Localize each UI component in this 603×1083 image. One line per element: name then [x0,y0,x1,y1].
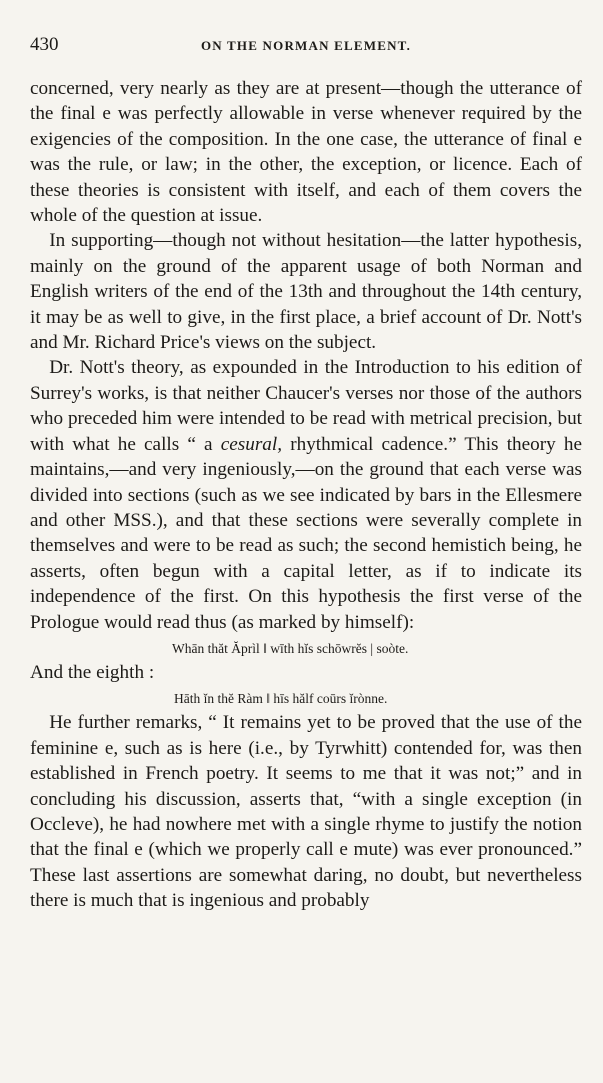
eighth-label: And the eighth : [30,661,155,683]
page-body [30,76,582,914]
paragraph-3-text-b: rhythmical cadence.” This theory he maintains,—and very ingeniously,—on the ground that each verse was divided into sections (such as we see indicated by bars in the Ellesmere and other MSS.), and that these sections were severally complete in themselves and were to be read as such; the second hemistich being, he asserts, often begun with a capital letter, as if to indicate its independence of the first. On this hypothesis the first verse of the Prologue would read thus (as marked by himself): [30,433,582,633]
paragraph-3-italic: cesural, [220,433,283,455]
paragraph-1: concerned, very nearly as they are at present—though the utterance of the final e was perfectly allowable in verse whenever required by the exigencies of the composition. In the one case, the utterance of final e was the rule, or law; in the other, the exception, or licence. Each of these theories is consistent with itself, and each of them covers the whole of the question at issue. [30,78,582,227]
paragraph-2: In supporting—though not without hesitation—the latter hypothesis, mainly on the ground of the apparent usage of both Norman and English writers of the end of the 13th and throughout the 14th century, it may be as well to give, in the first place, a brief account of Dr. Nott's and Mr. Richard Price's views on the subject. [30,230,582,354]
paragraph-4: He further remarks, “ It remains yet to be proved that the use of the feminine e, such as is here (i.e., by Tyrwhitt) contended for, was then established in French poetry. It seems to me that it was not;” and in concluding his discussion, asserts that, “with a single exception (in Occleve), he had nowhere met with a single rhyme to justify the notion that the final e (which we properly call e mute) was ever pronounced.” These last assertions are somewhat daring, no doubt, but nevertheless there is much that is ingenious and probably [30,712,582,912]
running-title: ON THE NORMAN ELEMENT. [200,38,412,53]
verse-line-1: Whān thăt Ăprìl ‖ wīth hĭs schōwrĕs | soòte. [172,640,409,656]
paragraph-3 [30,355,582,634]
page-header [30,34,582,58]
paragraph-3-text-a: Dr. Nott's theory, as expounded in the Introduction to his edition of Surrey's works, is that neither Chaucer's verses nor those of the authors who preceded him were intended to be read with metrical precision, but with what he calls “ a [30,357,582,455]
verse-line-2: Hāth ĭn thĕ Ràm ‖ hīs hălf coūrs ĭrònne. [174,691,388,707]
page-number: 430 [30,34,59,55]
